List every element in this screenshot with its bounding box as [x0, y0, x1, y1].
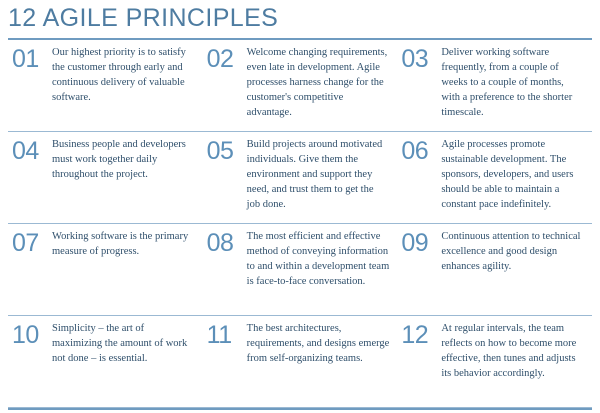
principle-cell	[203, 316, 398, 408]
principle-number: 07	[12, 229, 39, 257]
principle-text: Build projects around motivated individuals. Give them the environment and support they need, and trust them to get the job done.	[246, 139, 383, 210]
principle-text: The best architectures, requirements, and designs emerge from self-organizing teams.	[246, 323, 390, 364]
principle-number: 04	[12, 137, 39, 165]
principle-number: 01	[12, 45, 39, 73]
principle-cell	[8, 224, 203, 316]
principle-text: Continuous attention to technical excellence and good design enhances agility.	[441, 231, 581, 272]
principle-number: 06	[401, 137, 429, 165]
principle-cell	[203, 132, 398, 224]
principle-cell	[397, 316, 592, 408]
principle-number: 08	[206, 229, 234, 257]
principle-number: 10	[12, 321, 39, 349]
principle-cell	[8, 40, 203, 132]
principle-cell	[397, 40, 592, 132]
principle-cell	[397, 132, 592, 224]
principle-text: Deliver working software frequently, from a couple of weeks to a couple of months, with a preference to the shorter timescale.	[441, 47, 573, 118]
principle-text: The most efficient and effective method of conveying information to and within a development team is face-to-face conversation.	[246, 231, 390, 287]
principle-cell	[203, 40, 398, 132]
principle-cell	[203, 224, 398, 316]
principles-grid	[8, 38, 592, 410]
principle-text: Working software is the primary measure of progress.	[52, 231, 189, 257]
principle-number: 12	[401, 321, 429, 349]
principle-number: 02	[206, 45, 234, 73]
principle-text: Welcome changing requirements, even late in development. Agile processes harness change for the customer's competitive advantage.	[246, 47, 388, 118]
principle-number: 05	[206, 137, 234, 165]
page-title: 12 AGILE PRINCIPLES	[8, 4, 279, 32]
principle-cell	[8, 316, 203, 408]
principle-text: Business people and developers must work together daily throughout the project.	[52, 139, 186, 180]
principle-text: Simplicity – the art of maximizing the amount of work not done – is essential.	[52, 323, 188, 364]
principle-text: Agile processes promote sustainable development. The sponsors, developers, and users should be able to maintain a constant pace indefinitely.	[441, 139, 574, 210]
principle-number: 03	[401, 45, 429, 73]
principle-text: At regular intervals, the team reflects on how to become more effective, then tunes and adjusts its behavior accordingly.	[441, 323, 577, 379]
principle-number: 09	[401, 229, 429, 257]
principle-number: 11	[206, 321, 232, 349]
principle-cell	[397, 224, 592, 316]
principle-text: Our highest priority is to satisfy the customer through early and continuous delivery of valuable software.	[52, 47, 186, 103]
principle-cell	[8, 132, 203, 224]
